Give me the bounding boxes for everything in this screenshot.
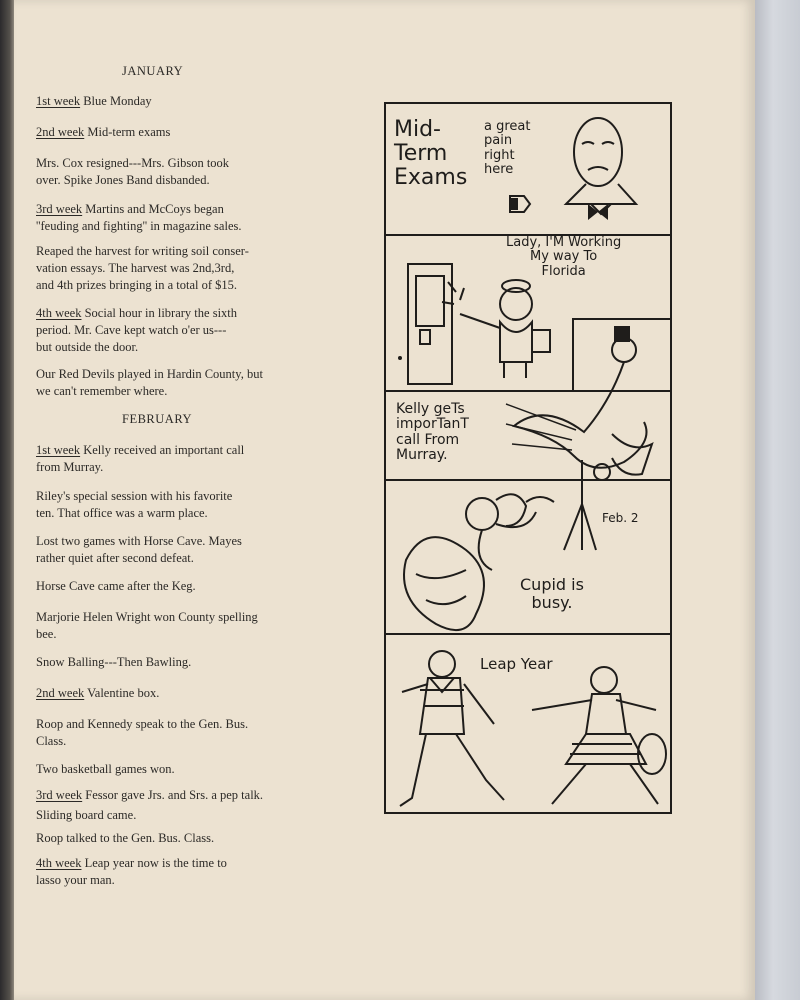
entry-text: Kelly received an important call from Murray. — [36, 443, 245, 474]
entry-text: Mid-term exams — [84, 125, 171, 139]
entry — [36, 807, 376, 824]
entry-text: Fessor gave Jrs. and Srs. a pep talk. — [82, 788, 264, 802]
cupid-caption: Cupid is busy. — [520, 575, 584, 612]
entry-text: Marjorie Helen Wright won County spelling bee. — [36, 610, 258, 641]
week-label: 3rd week — [36, 788, 83, 802]
entry-text: Leap year now is the time to lasso your man. — [36, 856, 227, 887]
entry-text: Blue Monday — [80, 94, 152, 108]
working-caption: Lady, I'M Working My way To Florida — [506, 235, 622, 279]
entry — [36, 305, 376, 356]
exams-title: Mid- Term Exams — [394, 117, 468, 191]
entry-text: Mrs. Cox resigned---Mrs. Gibson took over. Spike Jones Band disbanded. — [36, 156, 230, 187]
heading-january: JANUARY — [122, 64, 184, 78]
entry-text: Social hour in library the sixth period. Mr. Cave kept watch o'er us--- but outside the door. — [36, 306, 238, 354]
entry-text: Horse Cave came after the Keg. — [36, 579, 196, 593]
entry-text: Riley's special session with his favorite ten. That office was a warm place. — [36, 489, 233, 520]
entry-text: Sliding board came. — [36, 808, 137, 822]
entry — [36, 442, 376, 476]
entry-text: Lost two games with Horse Cave. Mayes rather quiet after second defeat. — [36, 534, 242, 565]
week-label: 4th week — [36, 306, 82, 320]
week-label: 4th week — [36, 856, 82, 870]
entry-text: Two basketball games won. — [36, 762, 175, 776]
entry — [36, 124, 376, 141]
entry — [36, 609, 376, 643]
week-label: 1st week — [36, 443, 81, 457]
entry — [36, 488, 376, 522]
cartoon-strip — [384, 102, 672, 814]
entry-text: Snow Balling---Then Bawling. — [36, 655, 192, 669]
kelly-date: Feb. 2 — [602, 511, 639, 525]
entry — [36, 93, 376, 110]
entry-text: Valentine box. — [84, 686, 160, 700]
entry — [36, 787, 396, 804]
leap-year-drawing — [386, 104, 674, 816]
entry — [36, 685, 376, 702]
entry — [36, 243, 376, 294]
entry-text: Reaped the harvest for writing soil conser- vation essays. The harvest was 2nd,3rd, and 4th prizes bringing in a total of $15. — [36, 244, 249, 292]
entry — [36, 830, 376, 847]
entry-text: Martins and McCoys began ''feuding and fighting'' in magazine sales. — [36, 202, 242, 233]
kelly-caption: Kelly geTs imporTanT call From Murray. — [396, 401, 469, 464]
exams-caption: a great pain right here — [484, 119, 531, 177]
entry-text: Our Red Devils played in Hardin County, but we can't remember where. — [36, 367, 263, 398]
entry — [36, 366, 376, 400]
page-edge — [755, 0, 800, 1000]
entry — [36, 855, 376, 889]
week-label: 2nd week — [36, 686, 85, 700]
entry — [36, 761, 376, 778]
week-label: 3rd week — [36, 202, 83, 216]
week-label: 1st week — [36, 94, 81, 108]
leap-caption: Leap Year — [480, 655, 553, 673]
entry — [36, 654, 376, 671]
entry-text: Roop and Kennedy speak to the Gen. Bus. Class. — [36, 717, 249, 748]
heading-february: FEBRUARY — [122, 412, 192, 426]
entry — [36, 533, 376, 567]
entry — [36, 201, 376, 235]
entry — [36, 716, 376, 750]
entry — [36, 155, 376, 189]
week-label: 2nd week — [36, 125, 85, 139]
entry-text: Roop talked to the Gen. Bus. Class. — [36, 831, 215, 845]
entry — [36, 578, 376, 595]
